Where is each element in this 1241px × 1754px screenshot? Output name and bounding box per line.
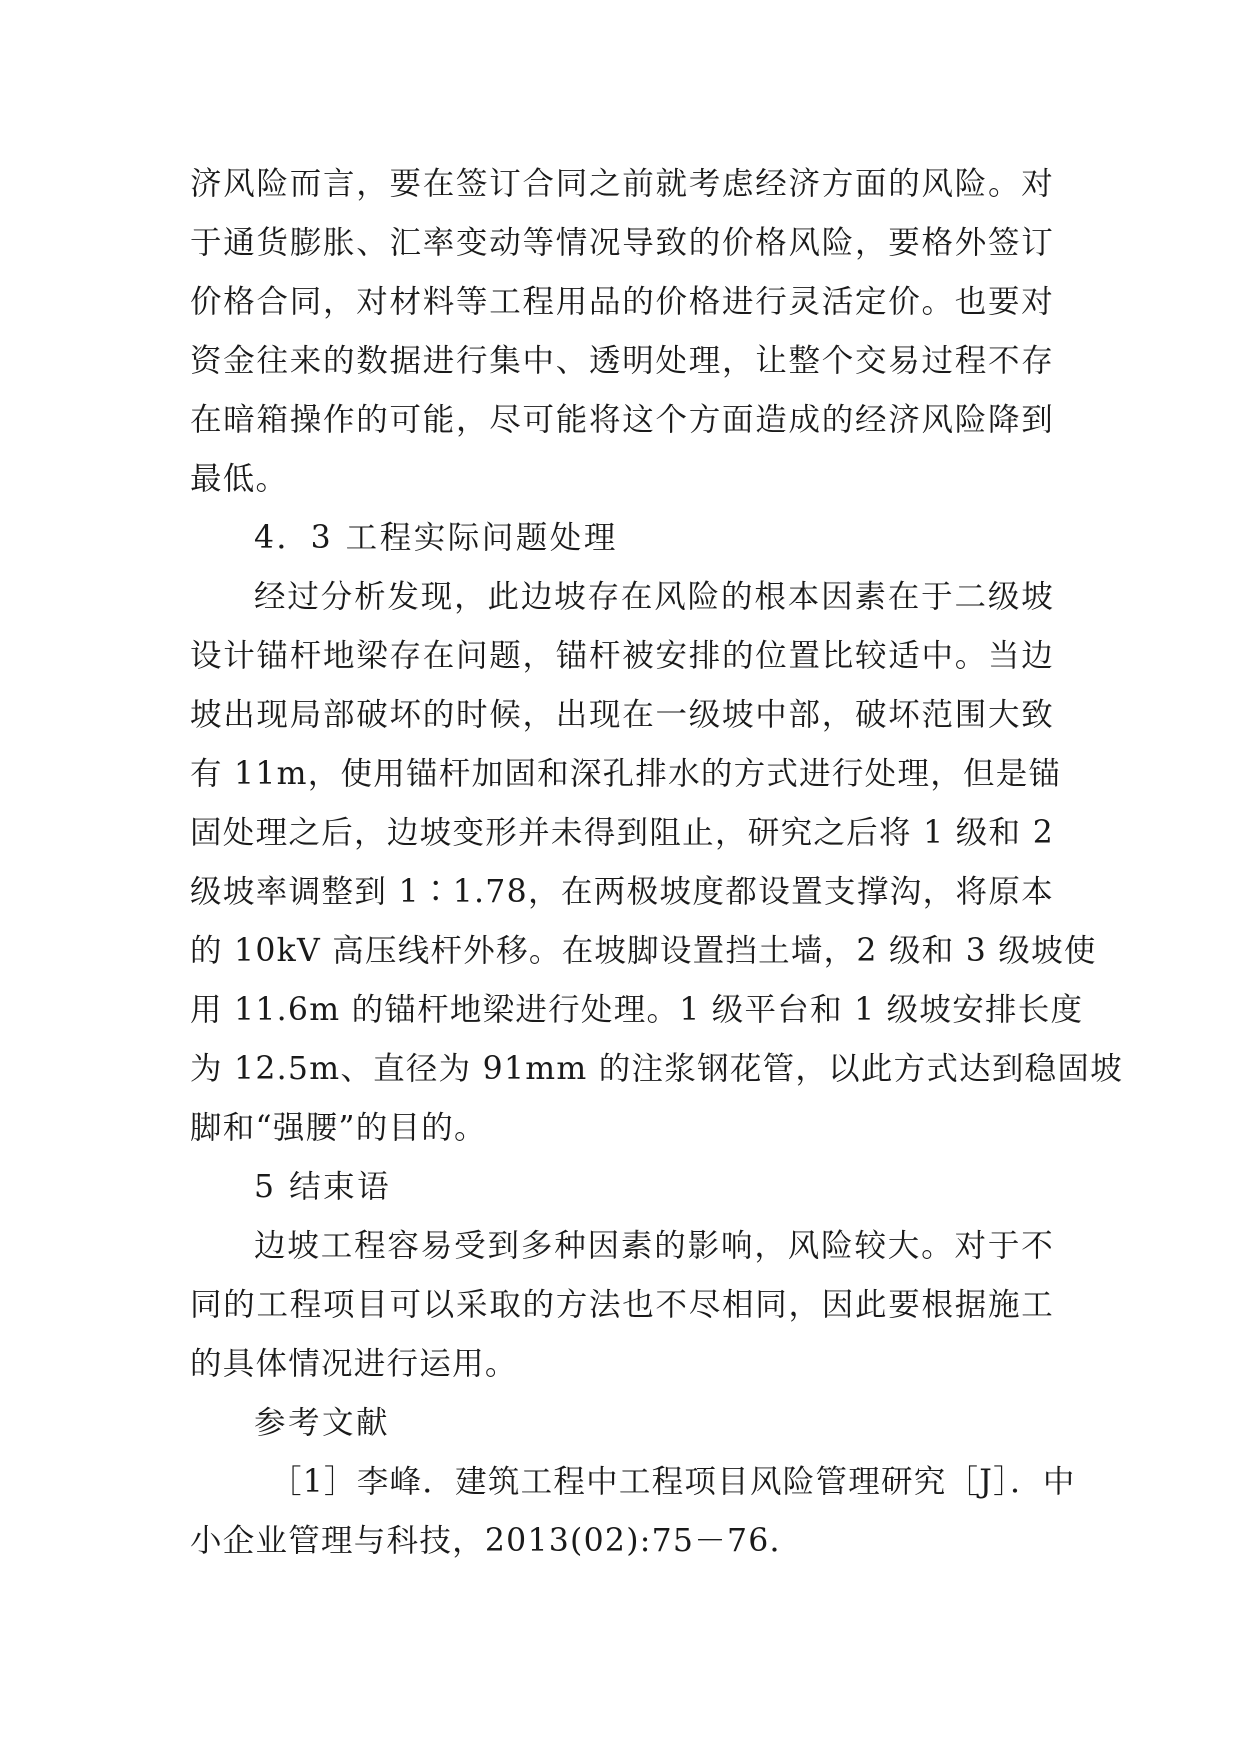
text-line: 的具体情况进行运用。 [190, 1346, 518, 1382]
text-line: 用 11.6m 的锚杆地梁进行处理。1 级平台和 1 级坡安排长度 [190, 992, 1084, 1028]
text-line: 在暗箱操作的可能，尽可能将这个方面造成的经济风险降到 [190, 402, 1054, 438]
paragraph-engineering-problem [190, 568, 1123, 1158]
text-line: 坡出现局部破坏的时候，出现在一级坡中部，破坏范围大致 [190, 697, 1054, 733]
text-line: 经过分析发现，此边坡存在风险的根本因素在于二级坡 [254, 579, 1054, 615]
paragraph-conclusion [190, 1217, 1054, 1394]
text-line: 脚和“强腰”的目的。 [190, 1110, 487, 1146]
text-line: 设计锚杆地梁存在问题，锚杆被安排的位置比较适中。当边 [190, 638, 1054, 674]
text-line: 价格合同，对材料等工程用品的价格进行灵活定价。也要对 [190, 284, 1054, 320]
section-heading-4-3: 4．3 工程实际问题处理 [254, 520, 618, 556]
references-heading: 参考文献 [254, 1405, 391, 1441]
document-body [190, 155, 1123, 1571]
section-heading-5: 5 结束语 [254, 1169, 392, 1205]
text-line: 级坡率调整到 1∶1.78，在两极坡度都设置支撑沟，将原本 [190, 874, 1054, 910]
text-line: 最低。 [190, 461, 289, 497]
text-line: 的 10kV 高压线杆外移。在坡脚设置挡土墙，2 级和 3 级坡使 [190, 933, 1097, 969]
text-line: 同的工程项目可以采取的方法也不尽相同，因此要根据施工 [190, 1287, 1054, 1323]
reference-line: 小企业管理与科技，2013(02):75－76． [190, 1523, 803, 1559]
text-line: 济风险而言，要在签订合同之前就考虑经济方面的风险。对 [190, 166, 1054, 202]
text-line: 有 11m，使用锚杆加固和深孔排水的方式进行处理，但是锚 [190, 756, 1062, 792]
text-line: 资金往来的数据进行集中、透明处理，让整个交易过程不存 [190, 343, 1054, 379]
text-line: 为 12.5m、直径为 91mm 的注浆钢花管，以此方式达到稳固坡 [190, 1051, 1123, 1087]
reference-item [190, 1453, 1076, 1571]
text-line: 固处理之后，边坡变形并未得到阻止，研究之后将 1 级和 2 [190, 815, 1054, 851]
text-line: 边坡工程容易受到多种因素的影响，风险较大。对于不 [254, 1228, 1054, 1264]
paragraph-economic-risk [190, 155, 1054, 509]
reference-line: ［1］李峰．建筑工程中工程项目风险管理研究［J］．中 [270, 1464, 1076, 1500]
text-line: 于通货膨胀、汇率变动等情况导致的价格风险，要格外签订 [190, 225, 1054, 261]
